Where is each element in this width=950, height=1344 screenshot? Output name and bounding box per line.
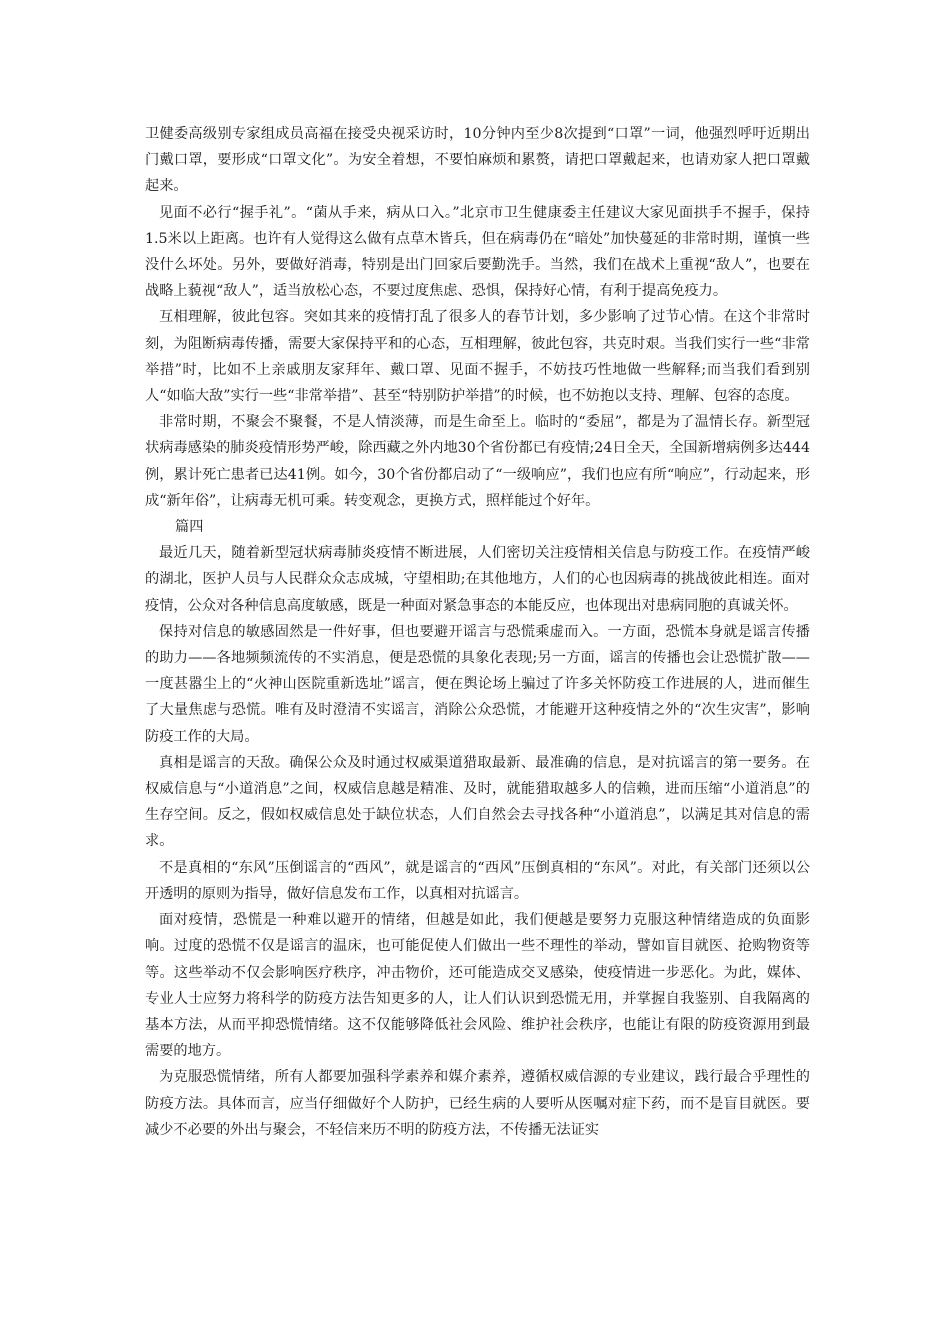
paragraph: 卫健委高级别专家组成员高福在接受央视采访时，10分钟内至少8次提到“口罩”一词，他强烈呼吁近期出门戴口罩，要形成“口罩文化”。为安全着想，不要怕麻烦和累赘，请把口罩戴起来，也请劝家人把口罩戴起来。 <box>145 126 810 195</box>
document-body <box>145 121 810 1143</box>
paragraph: 保持对信息的敏感固然是一件好事，但也要避开谣言与恐慌乘虚而入。一方面，恐慌本身就是谣言传播的助力——各地频频流传的不实消息，便是恐慌的具象化表现;另一方面，谣言的传播也会让恐慌扩散——一度甚嚣尘上的“火神山医院重新选址”谣言，便在舆论场上骗过了许多关怀防疫工作进展的人，进而催生了大量焦虑与恐慌。唯有及时澄清不实谣言，消除公众恐慌，才能避开这种疫情之外的“次生灾害”，影响防疫工作的大局。 <box>145 623 810 745</box>
paragraph: 真相是谣言的天敌。确保公众及时通过权威渠道猎取最新、最准确的信息，是对抗谣言的第一要务。在权威信息与“小道消息”之间，权威信息越是精准、及时，就能猎取越多人的信赖，进而压缩“小道消息”的生存空间。反之，假如权威信息处于缺位状态，人们自然会去寻找各种“小道消息”，以满足其对信息的需求。 <box>145 754 810 850</box>
paragraph: 不是真相的“东风”压倒谣言的“西风”，就是谣言的“西风”压倒真相的“东风”。对此，有关部门还须以公开透明的原则为指导，做好信息发布工作，以真相对抗谣言。 <box>145 859 810 902</box>
paragraph: 见面不必行“握手礼”。“菌从手来，病从口入。”北京市卫生健康委主任建议大家见面拱手不握手，保持1.5米以上距离。也许有人觉得这么做有点草木皆兵，但在病毒仍在“暗处”加快蔓延的非常时期，谨慎一些没什么坏处。另外，要做好消毒，特别是出门回家后要勤洗手。当然，我们在战术上重视“敌人”，也要在战略上藐视“敌人”，适当放松心态，不要过度焦虑、恐惧，保持好心情，有利于提高免疫力。 <box>145 204 810 300</box>
section-heading: 篇四 <box>175 519 204 536</box>
paragraph: 最近几天，随着新型冠状病毒肺炎疫情不断进展，人们密切关注疫情相关信息与防疫工作。在疫情严峻的湖北，医护人员与人民群众众志成城，守望相助;在其他地方，人们的心也因病毒的挑战彼此相连。面对疫情，公众对各种信息高度敏感，既是一种面对紧急事态的本能反应，也体现出对患病同胞的真诚关怀。 <box>145 545 810 614</box>
paragraph: 面对疫情，恐慌是一种难以避开的情绪，但越是如此，我们便越是要努力克服这种情绪造成的负面影响。过度的恐慌不仅是谣言的温床，也可能促使人们做出一些不理性的举动，譬如盲目就医、抢购物资等等。这些举动不仅会影响医疗秩序，冲击物价，还可能造成交叉感染，使疫情进一步恶化。为此，媒体、专业人士应努力将科学的防疫方法告知更多的人，让人们认识到恐慌无用，并掌握自我鉴别、自我隔离的基本方法，从而平抑恐慌情绪。这不仅能够降低社会风险、维护社会秩序，也能让有限的防疫资源用到最需要的地方。 <box>145 912 810 1060</box>
paragraph: 为克服恐慌情绪，所有人都要加强科学素养和媒介素养，遵循权威信源的专业建议，践行最合乎理性的防疫方法。具体而言，应当仔细做好个人防护，已经生病的人要听从医嘱对症下药，而不是盲目就医。要减少不必要的外出与聚会，不轻信来历不明的防疫方法，不传播无法证实 <box>145 1069 810 1138</box>
paragraph: 互相理解，彼此包容。突如其来的疫情打乱了很多人的春节计划，多少影响了过节心情。在这个非常时刻，为阻断病毒传播，需要大家保持平和的心态，互相理解，彼此包容，共克时艰。当我们实行一些“非常举措”时，比如不上亲戚朋友家拜年、戴口罩、见面不握手，不妨技巧性地做一些解释;而当我们看到别人“如临大敌”实行一些“非常举措”、甚至“特别防护举措”的时候，也不妨抱以支持、理解、包容的态度。 <box>145 309 810 405</box>
paragraph: 非常时期，不聚会不聚餐，不是人情淡薄，而是生命至上。临时的“委屈”，都是为了温情长存。新型冠状病毒感染的肺炎疫情形势严峻，除西藏之外内地30个省份都已有疫情;24日全天，全国新增病例多达444例，累计死亡患者已达41例。如今，30个省份都启动了“一级响应”，我们也应有所“响应”，行动起来，形成“新年俗”，让病毒无机可乘。转变观念，更换方式，照样能过个好年。 <box>145 414 810 509</box>
